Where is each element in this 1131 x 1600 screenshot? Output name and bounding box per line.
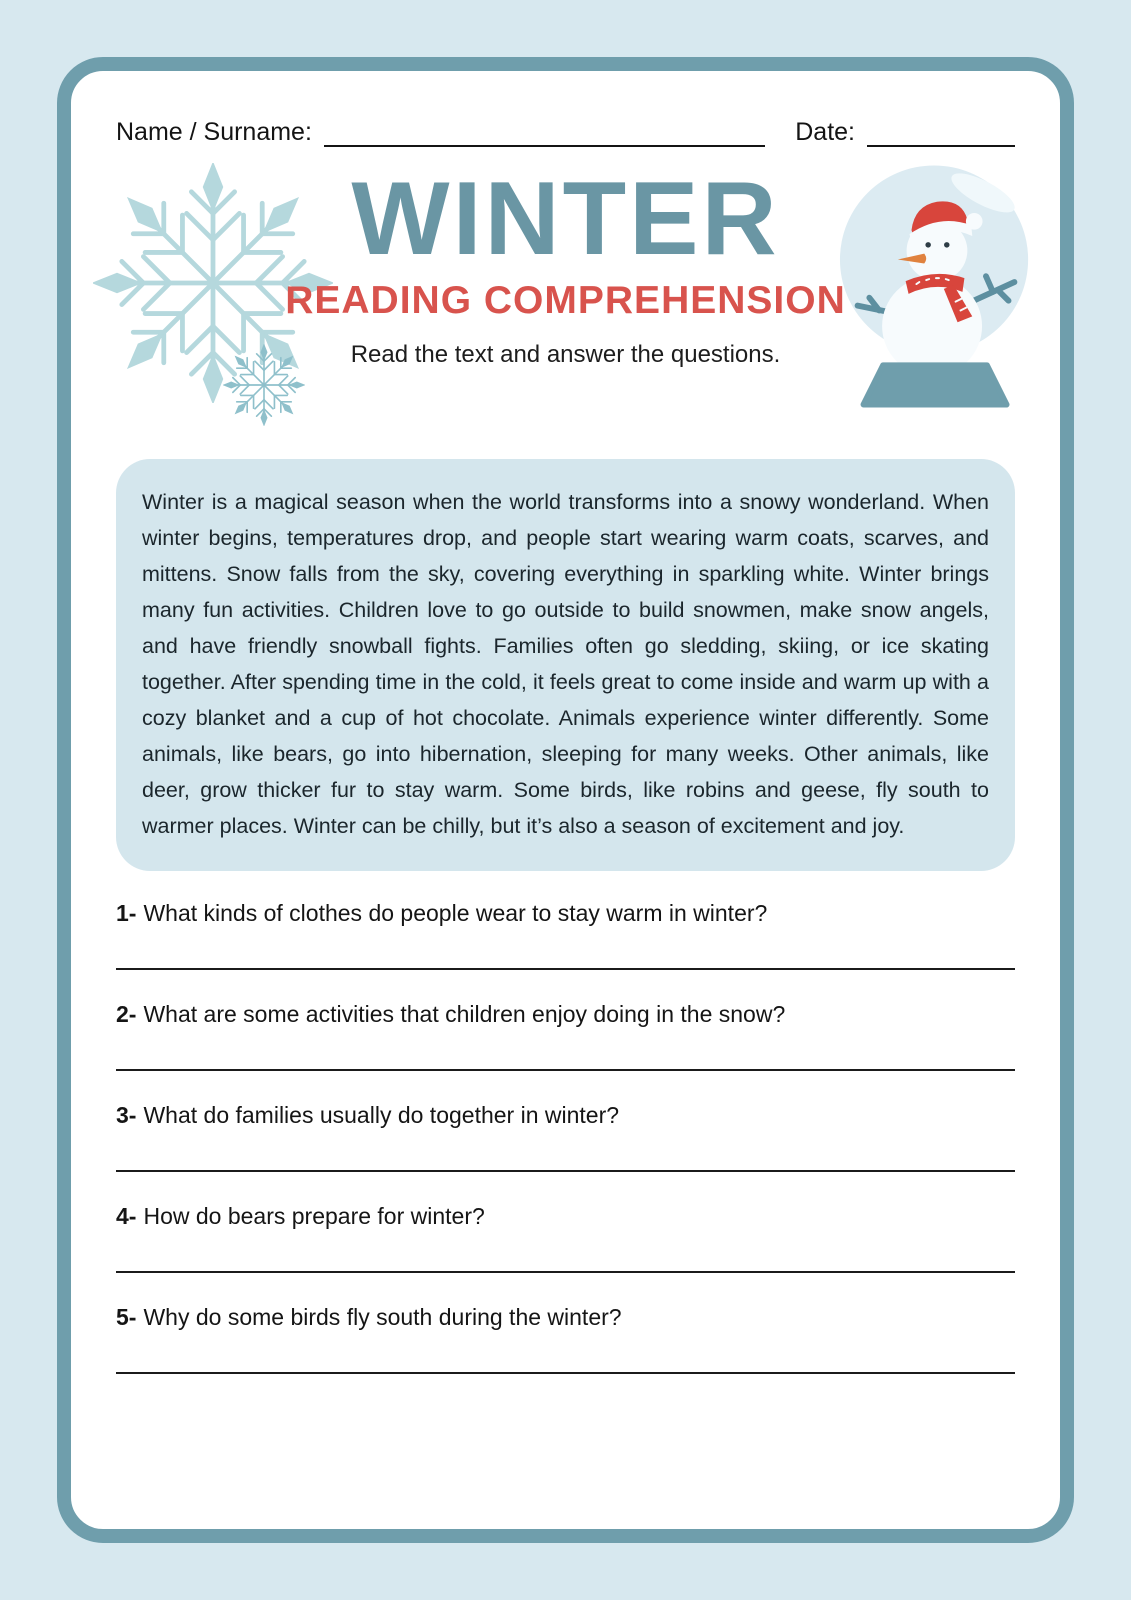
question-label: Why do some birds fly south during the winter? xyxy=(143,1304,622,1330)
question-number: 1- xyxy=(116,900,137,926)
question-number: 3- xyxy=(116,1102,137,1128)
question-number: 4- xyxy=(116,1203,137,1229)
date-label: Date: xyxy=(795,118,855,146)
page-title: WINTER xyxy=(351,161,780,277)
question-text xyxy=(116,1001,1015,1028)
question-text xyxy=(116,900,1015,927)
title-section xyxy=(71,161,1060,437)
question-3 xyxy=(116,1102,1015,1172)
answer-line xyxy=(116,1170,1015,1172)
title-column xyxy=(71,161,1060,369)
instruction-text: Read the text and answer the questions. xyxy=(350,341,781,368)
question-4 xyxy=(116,1203,1015,1273)
answer-line xyxy=(116,1271,1015,1273)
question-label: How do bears prepare for winter? xyxy=(143,1203,485,1229)
question-2 xyxy=(116,1001,1015,1071)
question-label: What are some activities that children enjoy doing in the snow? xyxy=(143,1001,786,1027)
worksheet-content xyxy=(71,117,1060,1543)
answer-line xyxy=(116,1069,1015,1071)
question-text xyxy=(116,1102,1015,1129)
name-label: Name / Surname: xyxy=(116,118,312,146)
worksheet-card xyxy=(57,57,1074,1543)
question-number: 5- xyxy=(116,1304,137,1330)
question-label: What do families usually do together in winter? xyxy=(143,1102,620,1128)
question-1 xyxy=(116,900,1015,970)
question-5 xyxy=(116,1304,1015,1374)
name-fill-line xyxy=(324,117,765,147)
page-subtitle: READING COMPREHENSION xyxy=(285,279,846,322)
answer-line xyxy=(116,968,1015,970)
header-row xyxy=(116,117,1015,147)
question-number: 2- xyxy=(116,1001,137,1027)
answer-line xyxy=(116,1372,1015,1374)
question-text xyxy=(116,1304,1015,1331)
date-fill-line xyxy=(867,117,1015,147)
question-label: What kinds of clothes do people wear to stay warm in winter? xyxy=(143,900,768,926)
question-text xyxy=(116,1203,1015,1230)
reading-passage: Winter is a magical season when the world transforms into a snowy wonderland. When winter begins, temperatures drop, and people start wearing warm coats, scarves, and mittens. Snow falls from the sky, covering everything in sparkling white. Winter brings many fun activities. Children love to go outside to build snowmen, make snow angels, and have friendly snowball fights. Families often go sledding, skiing, or ice skating together. After spending time in the cold, it feels great to come inside and warm up with a cozy blanket and a cup of hot chocolate. Animals experience winter differently. Some animals, like bears, go into hibernation, sleeping for many weeks. Other animals, like deer, grow thicker fur to stay warm. Some birds, like robins and geese, fly south to warmer places. Winter can be chilly, but it’s also a season of excitement and joy. xyxy=(116,459,1015,871)
